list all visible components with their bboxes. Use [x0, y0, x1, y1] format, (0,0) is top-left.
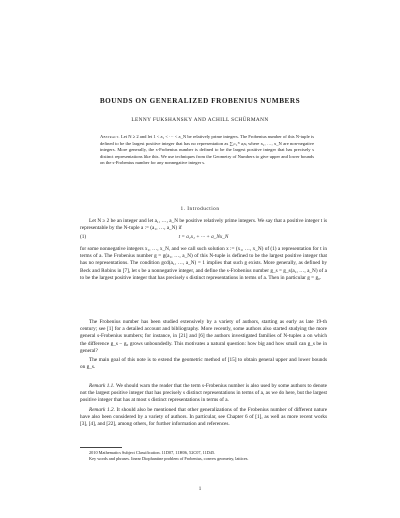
page-number: 1 [198, 487, 202, 492]
equation-body: t = a₁x₁ + ··· + a_Nx_N [178, 234, 229, 240]
abstract [100, 134, 314, 167]
remark-1 [80, 383, 327, 405]
equation-number: (1) [80, 234, 87, 240]
remark-2 [80, 407, 327, 429]
remark-1-text: We should warn the reader that the term s-Frobenius number is also used by some authors to denote not the largest positive integer that has precisely s distinct representations in terms of a, as we do here, but the largest positive integer that has at most s distinct representations in terms of a. [80, 383, 328, 404]
footnote-msc: 2010 Mathematics Subject Classification. 11D07, 11H06, 52C07, 11D45. [89, 450, 216, 455]
remark-1-label: Remark 1.1. [89, 383, 115, 389]
footnote-keywords: Key words and phrases. linear Diophantine problem of Frobenius, convex geometry, lattices. [89, 456, 249, 461]
abstract-label: Abstract. [100, 134, 120, 139]
paper-authors: LENNY FUKSHANSKY AND ACHILL SCHÜRMANN [131, 117, 269, 123]
intro-paragraph-3: The Frobenius number has been studied extensively by a variety of authors, starting as early as late 19-th century; see [1] for a detailed account and bibliography. More recently, some authors also started studying the more general s-Frobenius numbers; for instance, in [21] and [6] the authors investigated families of N-tuples a on which the difference g_s − g₀ grows unboundedly. This motivates a natural question: how big and how small can g_s be in general? [80, 319, 327, 354]
paper-title: BOUNDS ON GENERALIZED FROBENIUS NUMBERS [99, 97, 301, 105]
intro-paragraph-4: The main goal of this note is to extend the geometric method of [15] to obtain general upper and lower bounds on g_s. [80, 357, 327, 371]
footnote-rule [80, 447, 122, 448]
intro-paragraph-2: for some nonnegative integers x₁, …, x_N, and we call such solution x := (x₁, …, x_N) of (1) a representation for t in terms of a. The Frobenius number g = g(a₁, …, a_N) of this N-tuple is defined to be the largest positive integer that has no representations. The condition gcd(a₁, …, a_N) = 1 implies that such g exists. More generally, as defined by Beck and Robins in [7], let s be a nonnegative integer, and define the s-Frobenius number g_s = g_s(a₁, …, a_N) of a to be the largest positive integer that has precisely s distinct representations in terms of a. Then in particular g = g₀. [80, 246, 327, 281]
remark-2-label: Remark 1.2. [89, 407, 115, 413]
remark-2-text: It should also be mentioned that other generalizations of the Frobenius number of different nature have also been considered by a variety of authors. In particular, see Chapter 6 of [1], as well as more recent works [3], [4], and [22], among others, for further information and references. [80, 407, 328, 428]
section-heading: 1. Introduction [180, 206, 220, 212]
abstract-text: Let N ≥ 2 and let 1 < a₁ < ··· < a_N be relatively prime integers. The Frobenius number of this N-tuple is defined to be the largest positive integer that has no representation as ∑ᵢ₌₁ᴺ aᵢxᵢ where x₁, …, x_N are non-negative integers. More generally, the s-Frobenius number is defined to be the largest positive integer that has precisely s distinct representations like this. We use techniques from the Geometry of Numbers to give upper and lower bounds on the s-Frobenius number for any nonnegative integer s. [100, 134, 314, 166]
intro-paragraph-1: Let N ≥ 2 be an integer and let a₁, …, a_N be positive relatively prime integers. We say that a positive integer t is representable by the N-tuple a := (a₁, …, a_N) if [80, 218, 327, 232]
